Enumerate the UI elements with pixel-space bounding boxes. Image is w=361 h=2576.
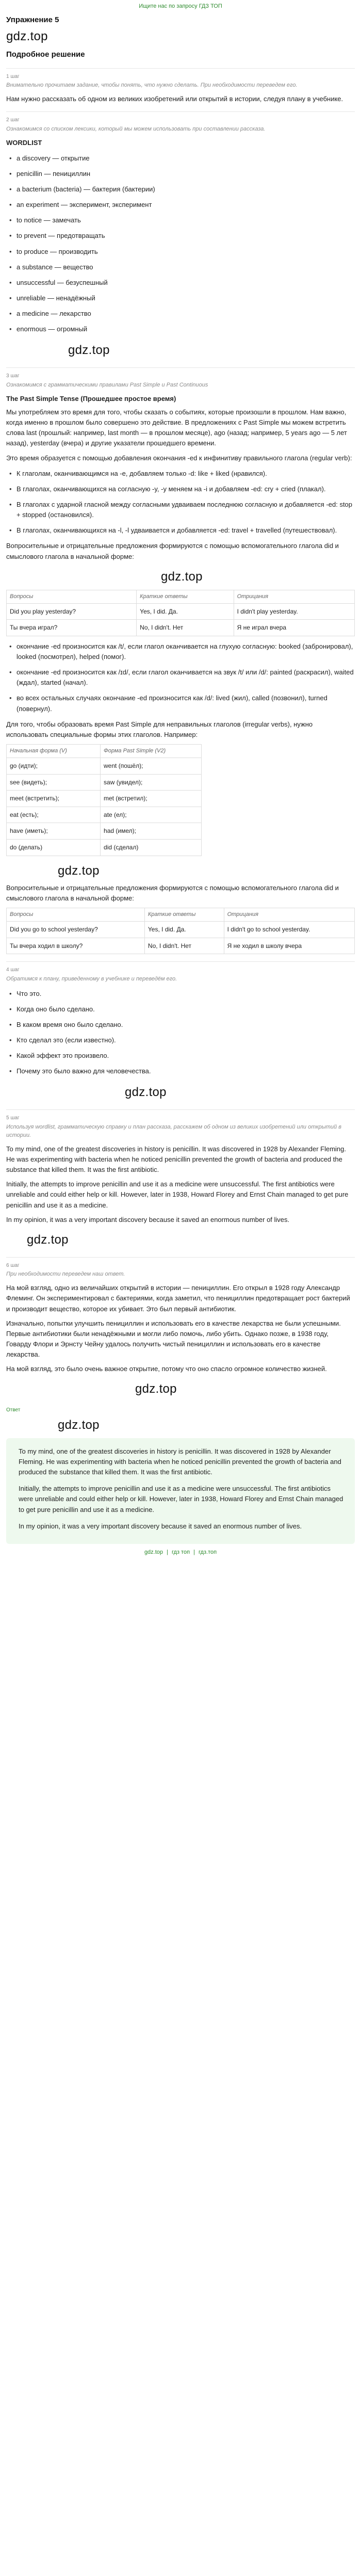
- list-item: • В глаголах, оканчивающихся на -l, -l удваивается и добавляется -ed: travel + travelled (путешествовал).: [6, 525, 355, 536]
- step-2-label: 2 шаг: [6, 111, 355, 124]
- watermark: gdz.top: [68, 343, 110, 358]
- list-item: • unreliable — ненадёжный: [6, 293, 355, 303]
- list-item: • unsuccessful — безуспешный: [6, 278, 355, 288]
- step-5-note: Используя wordlist, грамматическую справку и план рассказа, расскажем об одном из великих изобретений или открытий в истории.: [6, 1123, 341, 1138]
- list-item: • во всех остальных случаях окончание -ed произносится как /d/: lived (жил), called (позвонил), turned (повернул).: [6, 693, 355, 714]
- list-item: • penicillin — пенициллин: [6, 169, 355, 179]
- table-cell: Я не играл вчера: [234, 620, 354, 636]
- translation-paragraph: На мой взгляд, это было очень важное открытие, потому что оно спасло огромное количество жизней.: [6, 1365, 327, 1373]
- list-item: • a discovery — открытие: [6, 153, 355, 164]
- footer-separator: |: [193, 1549, 195, 1555]
- list-item: • Почему это было важно для человечества.: [6, 1066, 355, 1076]
- table-row: [7, 603, 355, 620]
- table-cell: eat (есть);: [7, 807, 101, 823]
- table-header: Форма Past Simple (V2): [101, 745, 202, 758]
- table-cell: have (иметь);: [7, 823, 101, 840]
- table-header: Краткие ответы: [144, 908, 224, 921]
- table-cell: I didn't play yesterday.: [234, 603, 354, 620]
- table-cell: Did you play yesterday?: [7, 603, 137, 620]
- table-cell: Я не ходил в школу вчера: [224, 938, 354, 954]
- top-banner[interactable]: Ищите нас по запросу ГДЗ ТОП: [139, 3, 222, 9]
- table-cell: Ты вчера играл?: [7, 620, 137, 636]
- answer-paragraph: To my mind, one of the greatest discoveries in history is penicillin. It was discovered in 1928 by Alexander Fleming. He was experimenting with bacteria when he noticed penicillin prevented the growth of bacteria and produced the substance that killed them. It was the first antibiotic.: [19, 1447, 341, 1476]
- table-row: [7, 758, 202, 775]
- table-cell: see (видеть);: [7, 774, 101, 791]
- list-item: • Когда оно было сделано.: [6, 1004, 355, 1015]
- step-4-label: 4 шаг: [6, 961, 355, 974]
- list-item: • a medicine — лекарство: [6, 309, 355, 319]
- table-cell: went (пошёл);: [101, 758, 202, 775]
- wordlist-heading: WORDLIST: [6, 138, 42, 147]
- answer-paragraph: Initially, the attempts to improve penicillin and use it as a medicine were unsuccessful. The first antibiotics were unreliable and could either help or kill. However, later in 1938, Howard Florey and Ernst Chain managed to get pure penicillin and use it as a medicine.: [19, 1485, 343, 1514]
- step-6-label: 6 шаг: [6, 1257, 355, 1270]
- translation-paragraph: На мой взгляд, одно из величайших открытий в истории — пенициллин. Его открыл в 1928 году Александр Флеминг. Он экспериментировал с бактериями, когда заметил, что пенициллин предотвращает рост бактерий и производит вещество, которое их убивает. Это был первый антибиотик.: [6, 1284, 350, 1313]
- list-item: • to produce — производить: [6, 247, 355, 257]
- table-cell: No, I didn't. Нет: [144, 938, 224, 954]
- table-cell: meet (встретить);: [7, 791, 101, 807]
- list-item: • a substance — вещество: [6, 262, 355, 272]
- spelling-rules: [6, 469, 355, 536]
- table-row: [7, 620, 355, 636]
- list-item: • Что это.: [6, 989, 355, 999]
- step-6-note: При необходимости переведем наш ответ.: [6, 1271, 125, 1278]
- translation-paragraph: Изначально, попытки улучшить пенициллин и использовать его в качестве лекарства не были успешными. Первые антибиотики были ненадёжными и могли либо помочь, либо убить. Однако позже, в 1938 году, Говарду Флори и Эрнсту Чейну удалось получить чистый пенициллин и использовать его в качестве лекарства.: [6, 1319, 341, 1359]
- table-header: Начальная форма (V): [7, 745, 101, 758]
- watermark: gdz.top: [58, 863, 100, 878]
- rule-title: The Past Simple Tense (Прошедшее простое время): [6, 394, 176, 403]
- table-cell: Yes, I did. Да.: [144, 921, 224, 938]
- list-item: • К глаголам, оканчивающимся на -e, добавляем только -d: like + liked (нравился).: [6, 469, 355, 479]
- table-row: [7, 774, 202, 791]
- table-cell: met (встретил);: [101, 791, 202, 807]
- watermark: gdz.top: [6, 29, 48, 44]
- watermark: gdz.top: [161, 569, 203, 584]
- step-3-note: Ознакомимся с грамматическими правилами Past Simple и Past Continuous: [6, 381, 208, 388]
- table-cell: saw (увидел);: [101, 774, 202, 791]
- list-item: • В глаголах с ударной гласной между согласными удваиваем последнюю согласную и добавляется -ed: stop + stopped (остановился).: [6, 500, 355, 520]
- table-row: [7, 823, 202, 840]
- table-row: [7, 921, 355, 938]
- story-plan: [6, 989, 355, 1077]
- table-cell: do (делать): [7, 840, 101, 856]
- story-paragraph: In my opinion, it was a very important discovery because it saved an enormous number of lives.: [6, 1215, 290, 1223]
- table-header-row: [7, 908, 355, 921]
- table-row: [7, 840, 202, 856]
- watermark: gdz.top: [27, 1232, 69, 1247]
- step-4-note: Обратимся к плану, приведенному в учебнике и переведём его.: [6, 975, 177, 982]
- rule-paragraph: Для того, чтобы образовать время Past Simple для неправильных глаголов (irregular verbs), нужно использовать специальные формы этих глаголов. Например:: [6, 720, 313, 738]
- story-paragraph: Initially, the attempts to improve penicillin and use it as a medicine were unsuccessful. The first antibiotics were unreliable and could either help or kill. However, later in 1938, Howard Florey and Ernst Chain managed to get pure penicillin and use it as a medicine.: [6, 1180, 349, 1209]
- ending-pronunciation: [6, 641, 355, 714]
- table-cell: No, I didn't. Нет: [137, 620, 234, 636]
- watermark: gdz.top: [58, 1418, 100, 1432]
- answer-box: [6, 1438, 355, 1544]
- did-table: [6, 908, 355, 954]
- answer-label: Ответ: [6, 1407, 21, 1413]
- table-cell: did (сделал): [101, 840, 202, 856]
- footer-link[interactable]: gdz.top: [144, 1549, 163, 1555]
- wordlist: [6, 153, 355, 335]
- rule-paragraph: Вопросительные и отрицательные предложения формируются с помощью вспомогательного глагола did и смыслового глагола в начальной форме:: [6, 542, 339, 560]
- list-item: • В глаголах, оканчивающихся на согласную -y, -y меняем на -i и добавляем -ed: cry + cried (плакал).: [6, 484, 355, 494]
- table-cell: ate (ел);: [101, 807, 202, 823]
- list-item: • окончание -ed произносится как /ɪd/, если глагол оканчивается на звук /t/ или /d/: painted (раскрасил), waited (ждал), started (начал).: [6, 667, 355, 688]
- table-header: Вопросы: [7, 590, 137, 603]
- table-cell: I didn't go to school yesterday.: [224, 921, 354, 938]
- footer-separator: |: [167, 1549, 168, 1555]
- rule-paragraph: Это время образуется с помощью добавления окончания -ed к инфинитиву правильного глагола (regular verb):: [6, 454, 352, 462]
- solution-title: Подробное решение: [6, 50, 85, 59]
- footer-link[interactable]: гдз топ: [172, 1549, 190, 1555]
- step-2-note: Ознакомимся со списком лексики, который мы можем использовать при составлении рассказа.: [6, 125, 266, 132]
- table-cell: Ты вчера ходил в школу?: [7, 938, 145, 954]
- list-item: • to notice — замечать: [6, 215, 355, 226]
- rule-paragraph: Вопросительные и отрицательные предложения формируются с помощью вспомогательного глагола did и смыслового глагола в начальной форме:: [6, 883, 339, 902]
- step-3-label: 3 шаг: [6, 367, 355, 380]
- table-cell: go (идти);: [7, 758, 101, 775]
- list-item: • Какой эффект это произвело.: [6, 1051, 355, 1061]
- exercise-title: Упражнение 5: [6, 15, 59, 25]
- list-item: • an experiment — эксперимент, эксперимент: [6, 200, 355, 210]
- step-5-label: 5 шаг: [6, 1109, 355, 1122]
- table-header-row: [7, 745, 202, 758]
- table-header: Вопросы: [7, 908, 145, 921]
- step-1-note: Внимательно прочитаем задание, чтобы понять, что нужно сделать. При необходимости переведем его.: [6, 82, 298, 89]
- list-item: • enormous — огромный: [6, 324, 355, 334]
- footer: [6, 1544, 355, 1559]
- step-1-text: Нам нужно рассказать об одном из великих изобретений или открытий в истории, следуя плану в учебнике.: [6, 94, 343, 103]
- table-cell: Did you go to school yesterday?: [7, 921, 145, 938]
- table-cell: Yes, I did. Да.: [137, 603, 234, 620]
- irregular-verbs-table: [6, 744, 202, 856]
- table-header-row: [7, 590, 355, 603]
- step-1-label: 1 шаг: [6, 68, 355, 81]
- list-item: • Кто сделал это (если известно).: [6, 1035, 355, 1045]
- list-item: • В каком время оно было сделано.: [6, 1020, 355, 1030]
- list-item: • окончание -ed произносится как /t/, если глагол оканчивается на глухую согласную: booked (забронировал), looked (посмотрел), helped (помог).: [6, 641, 355, 662]
- table-row: [7, 807, 202, 823]
- story-paragraph: To my mind, one of the greatest discoveries in history is penicillin. It was discovered in 1928 by Alexander Fleming. He was experimenting with bacteria when he noticed penicillin prevented the growth of bacteria and produced the substance that killed them. It was the first antibiotic.: [6, 1145, 346, 1174]
- list-item: • to prevent — предотвращать: [6, 231, 355, 241]
- list-item: • a bacterium (bacteria) — бактерия (бактерии): [6, 184, 355, 195]
- regular-verbs-table: [6, 590, 355, 636]
- table-header: Отрицания: [234, 590, 354, 603]
- table-row: [7, 791, 202, 807]
- watermark: gdz.top: [125, 1085, 167, 1100]
- answer-paragraph: In my opinion, it was a very important discovery because it saved an enormous number of lives.: [19, 1522, 302, 1530]
- table-cell: had (имел);: [101, 823, 202, 840]
- table-header: Отрицания: [224, 908, 354, 921]
- table-header: Краткие ответы: [137, 590, 234, 603]
- footer-link[interactable]: гдз.топ: [199, 1549, 217, 1555]
- rule-paragraph: Мы употребляем это время для того, чтобы сказать о событиях, которые произошли в прошлом. Нам важно, когда именно в прошлом было совершено это действие. В предложениях с Past Simple мы можем встретить слова last (прошлый: например, last month — в прошлом месяце), ago (назад; например, 5 years ago — 5 лет назад), yesterday (вчера) и другие указатели прошедшего времени.: [6, 408, 347, 447]
- table-row: [7, 938, 355, 954]
- watermark: gdz.top: [135, 1382, 177, 1396]
